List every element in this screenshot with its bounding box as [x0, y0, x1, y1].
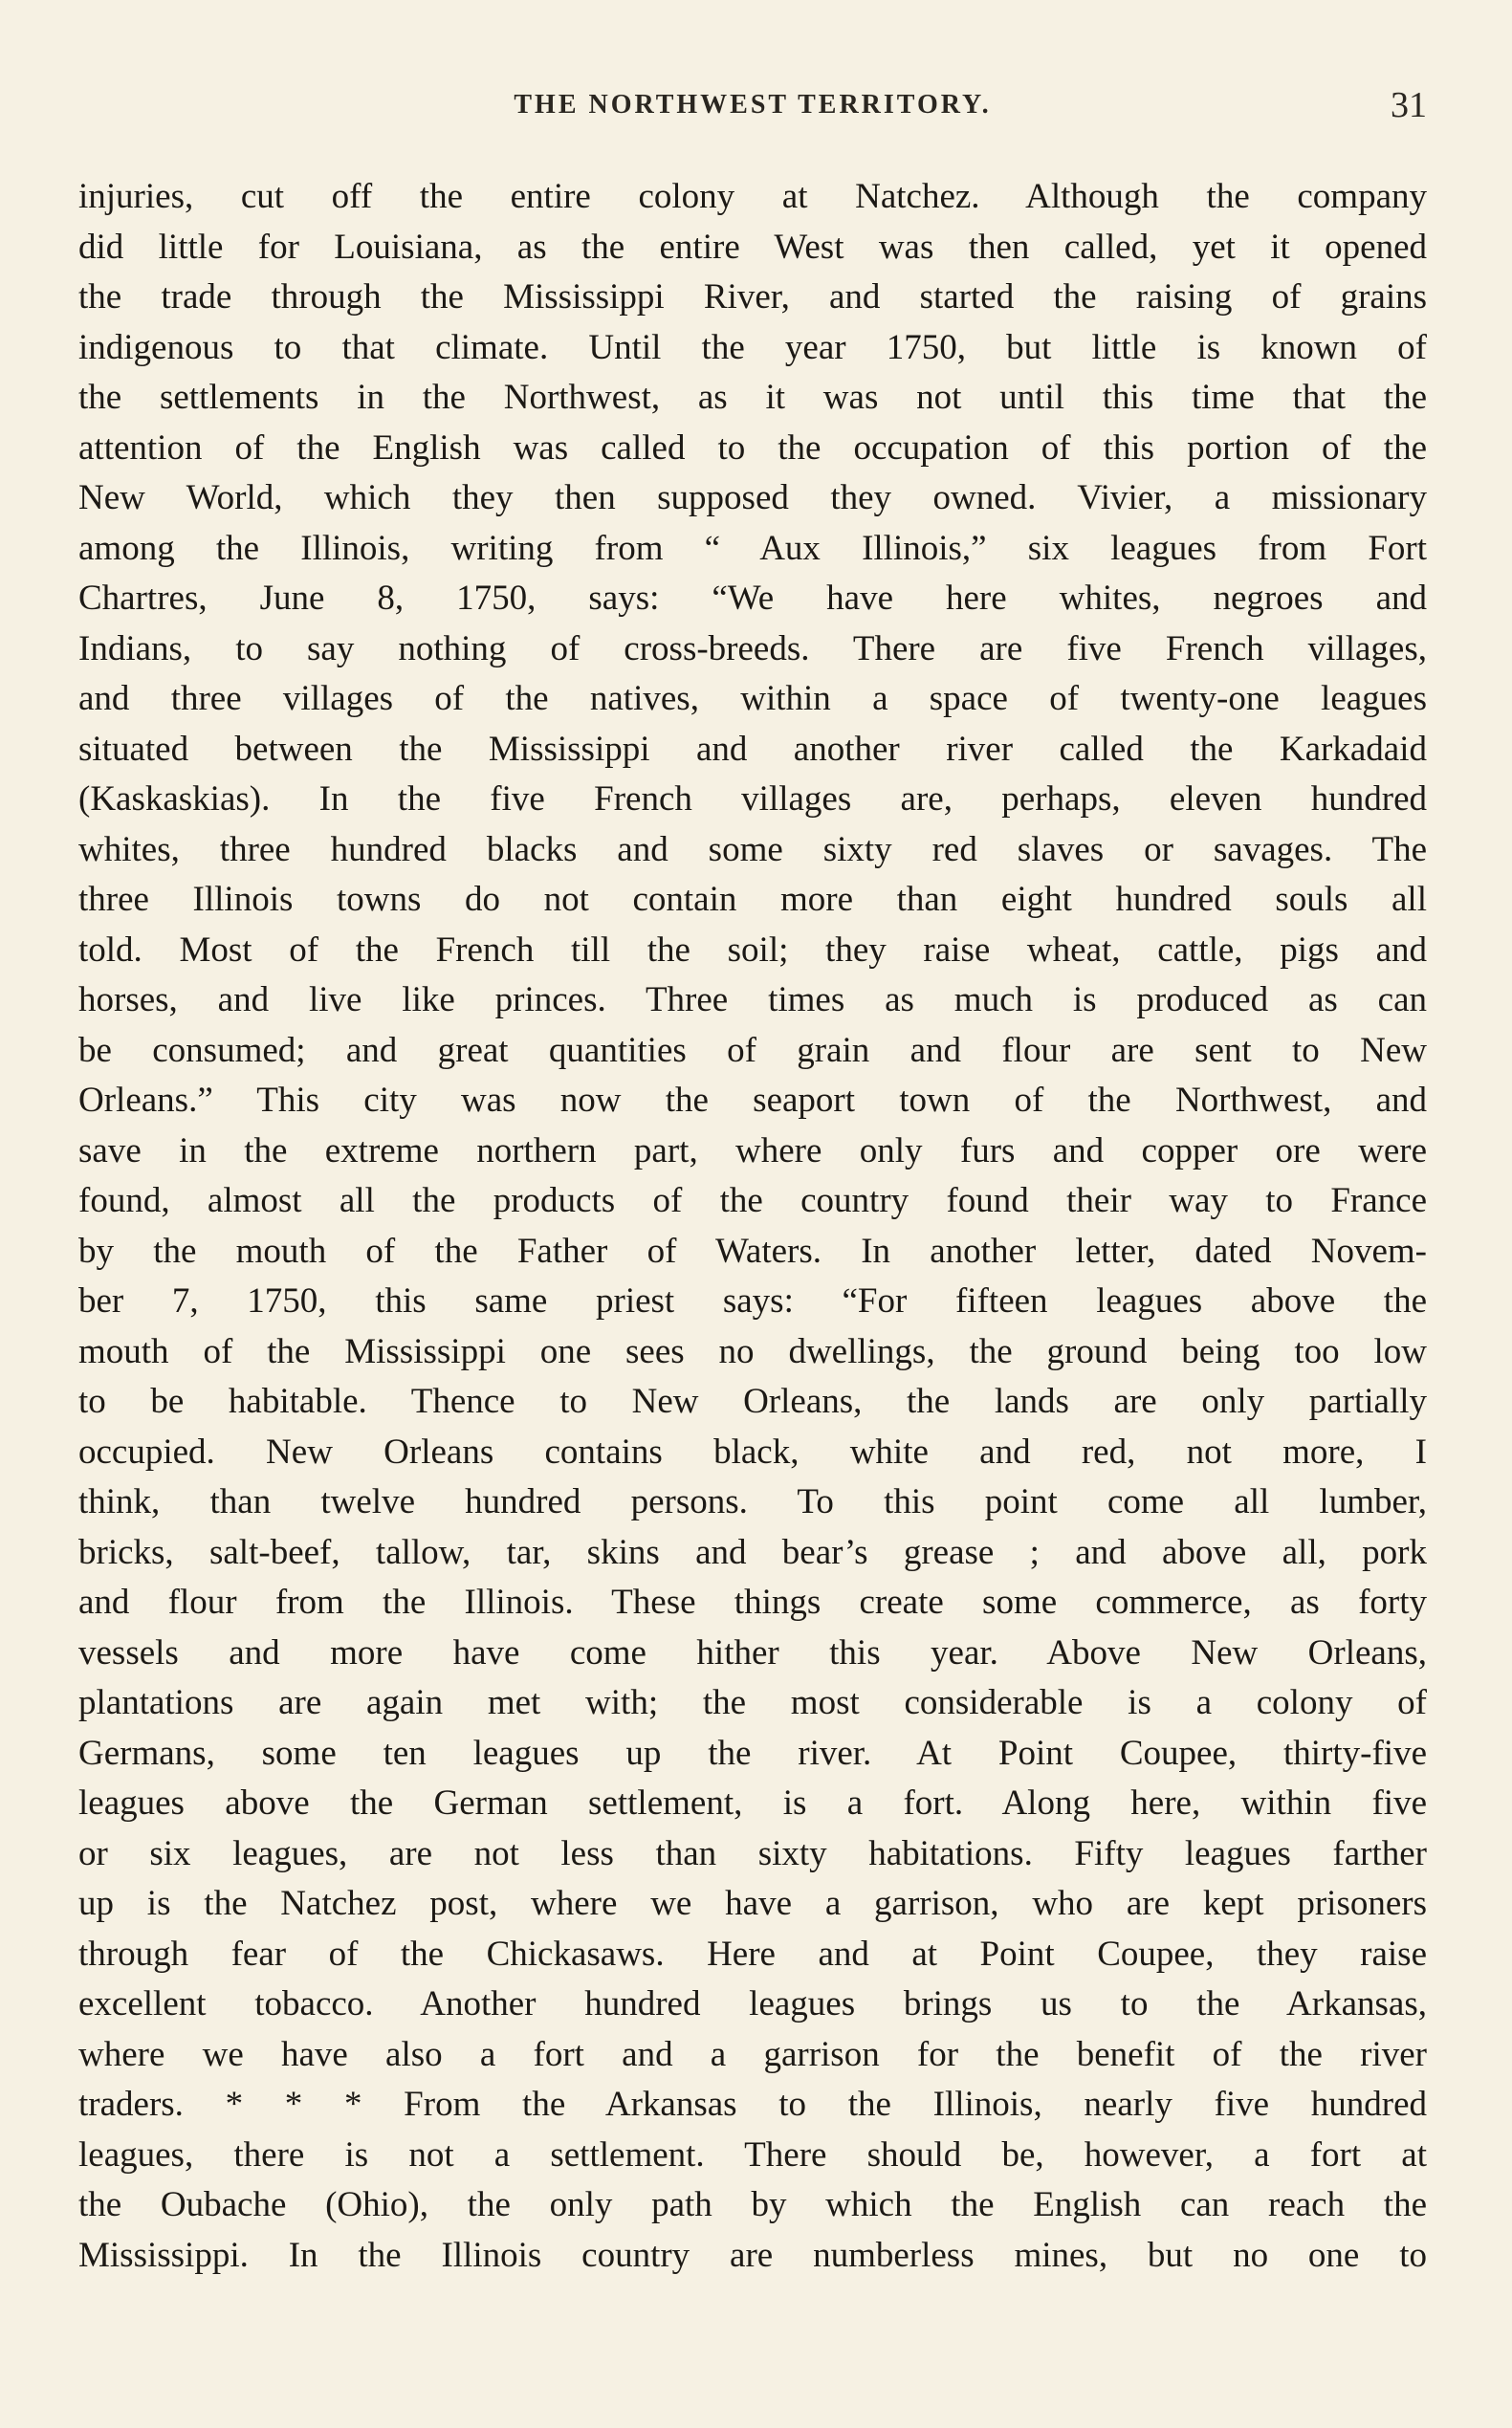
- text-line: injuries, cut off the entire colony at Natchez. Although the company: [78, 177, 1427, 216]
- text-line: and three villages of the natives, within a space of twenty-one leagues: [78, 679, 1427, 718]
- text-line: the Oubache (Ohio), the only path by which the English can reach the: [78, 2185, 1427, 2224]
- text-line: three Illinois towns do not contain more than eight hundred souls all: [78, 880, 1427, 919]
- text-line: occupied. New Orleans contains black, white and red, not more, I: [78, 1432, 1427, 1472]
- text-line: think, than twelve hundred persons. To this point come all lumber,: [78, 1482, 1427, 1521]
- text-line: or six leagues, are not less than sixty habitations. Fifty leagues farther: [78, 1833, 1427, 1873]
- text-line: did little for Louisiana, as the entire West was then called, yet it opened: [78, 227, 1427, 267]
- text-line: Germans, some ten leagues up the river. At Point Coupee, thirty-five: [78, 1733, 1427, 1773]
- text-line: Chartres, June 8, 1750, says: “We have here whites, negroes and: [78, 579, 1427, 618]
- text-line: whites, three hundred blacks and some sixty red slaves or savages. The: [78, 829, 1427, 869]
- text-line: vessels and more have come hither this year. Above New Orleans,: [78, 1632, 1427, 1673]
- text-line: among the Illinois, writing from “ Aux Illinois,” six leagues from Fort: [78, 528, 1427, 568]
- text-line: bricks, salt-beef, tallow, tar, skins and bear’s grease ; and above all, pork: [78, 1532, 1427, 1572]
- text-line: plantations are again met with; the most considerable is a colony of: [78, 1683, 1427, 1722]
- text-line: leagues, there is not a settlement. There should be, however, a fort at: [78, 2134, 1427, 2175]
- text-line: the trade through the Mississippi River, and started the raising of grains: [78, 277, 1427, 317]
- running-head: [78, 84, 1427, 132]
- text-line: traders. * * * From the Arkansas to the Illinois, nearly five hundred: [78, 2085, 1427, 2124]
- text-line: through fear of the Chickasaws. Here and at Point Coupee, they raise: [78, 1934, 1427, 1974]
- text-line: up is the Natchez post, where we have a garrison, who are kept prisoners: [78, 1884, 1427, 1923]
- text-line: Orleans.” This city was now the seaport town of the Northwest, and: [78, 1081, 1427, 1120]
- text-line: indigenous to that climate. Until the year 1750, but little is known of: [78, 327, 1427, 367]
- page-number: 31: [1391, 85, 1427, 125]
- text-line: leagues above the German settlement, is a fort. Along here, within five: [78, 1783, 1427, 1823]
- text-line: told. Most of the French till the soil; they raise wheat, cattle, pigs and: [78, 930, 1427, 970]
- text-line: ber 7, 1750, this same priest says: “For fifteen leagues above the: [78, 1281, 1427, 1321]
- text-line: Mississippi. In the Illinois country are numberless mines, but no one to: [78, 2235, 1427, 2275]
- text-line: situated between the Mississippi and another river called the Karkadaid: [78, 729, 1427, 769]
- body-text: [78, 172, 1427, 2281]
- text-line: horses, and live like princes. Three times as much is produced as can: [78, 980, 1427, 1019]
- text-line: be consumed; and great quantities of grain and flour are sent to New: [78, 1030, 1427, 1070]
- text-line: to be habitable. Thence to New Orleans, the lands are only partially: [78, 1382, 1427, 1421]
- text-line: Indians, to say nothing of cross-breeds. There are five French villages,: [78, 628, 1427, 668]
- text-line: New World, which they then supposed they owned. Vivier, a missionary: [78, 478, 1427, 517]
- text-line: attention of the English was called to the occupation of this portion of the: [78, 427, 1427, 468]
- running-title: THE NORTHWEST TERRITORY.: [514, 90, 992, 120]
- text-line: save in the extreme northern part, where only furs and copper ore were: [78, 1130, 1427, 1170]
- text-line: mouth of the Mississippi one sees no dwellings, the ground being too low: [78, 1331, 1427, 1371]
- text-line: by the mouth of the Father of Waters. In another letter, dated Novem-: [78, 1231, 1427, 1271]
- text-line: excellent tobacco. Another hundred leagues brings us to the Arkansas,: [78, 1984, 1427, 2023]
- text-line: and flour from the Illinois. These things create some commerce, as forty: [78, 1583, 1427, 1622]
- text-line: where we have also a fort and a garrison for the benefit of the river: [78, 2034, 1427, 2074]
- text-line: the settlements in the Northwest, as it was not until this time that the: [78, 378, 1427, 417]
- text-line: found, almost all the products of the country found their way to France: [78, 1181, 1427, 1220]
- text-line: (Kaskaskias). In the five French villages are, perhaps, eleven hundred: [78, 779, 1427, 819]
